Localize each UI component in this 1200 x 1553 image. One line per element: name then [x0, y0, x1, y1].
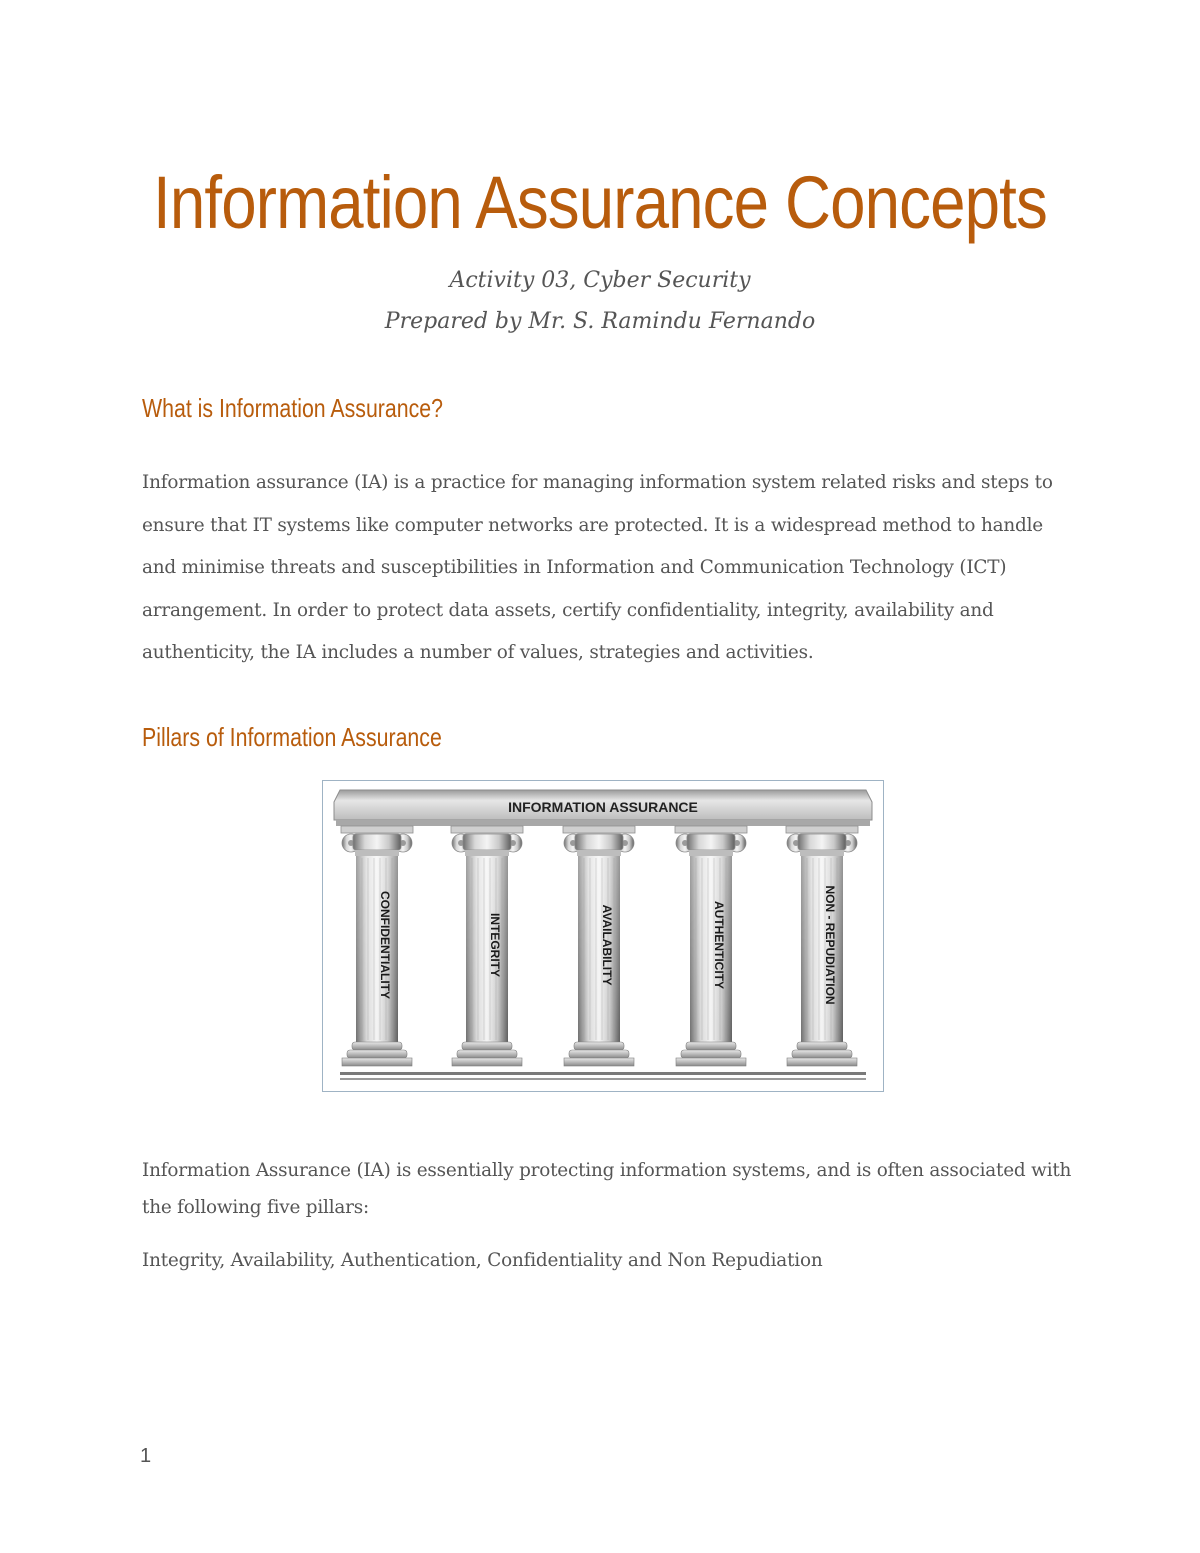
pillar-label: CONFIDENTIALITY: [378, 891, 392, 999]
pillars-illustration: [322, 780, 884, 1092]
pillars-paragraph: Information Assurance (IA) is essentially protecting information systems, and is often associated with the following five pillars:: [142, 1160, 1072, 1218]
section-heading-pillars: Pillars of Information Assurance: [142, 722, 442, 752]
pillar-label: AVAILABILITY: [600, 904, 614, 986]
roof-label: INFORMATION ASSURANCE: [508, 799, 698, 815]
subtitle-activity: Activity 03, Cyber Security: [449, 268, 751, 293]
roof: [334, 790, 872, 826]
subtitle-author: Prepared by Mr. S. Ramindu Fernando: [384, 309, 816, 334]
page-number: 1: [140, 1445, 152, 1467]
document-title: Information Assurance Concepts: [153, 161, 1047, 244]
section-heading-what-is-ia: What is Information Assurance?: [142, 393, 443, 423]
pillars-figure: [322, 780, 884, 1092]
pillar-label: INTEGRITY: [488, 912, 502, 978]
pillar-label: AUTHENTICITY: [712, 901, 726, 989]
pillars-list: Integrity, Availability, Authentication, Confidentiality and Non Repudiation: [142, 1250, 823, 1271]
section-paragraph-what-is-ia: Information assurance (IA) is a practice for managing information system related risks and steps to ensure that IT systems like computer networks are protected. It is a widespread method to handle and minimise threats and susceptibilities in Information and Communication Technology (ICT) arrangement. In order to protect data assets, certify confidentiality, integrity, availability and authenticity, the IA includes a number of values, strategies and activities.: [142, 472, 1053, 663]
pillar-label: NON - REPUDIATION: [823, 885, 837, 1005]
